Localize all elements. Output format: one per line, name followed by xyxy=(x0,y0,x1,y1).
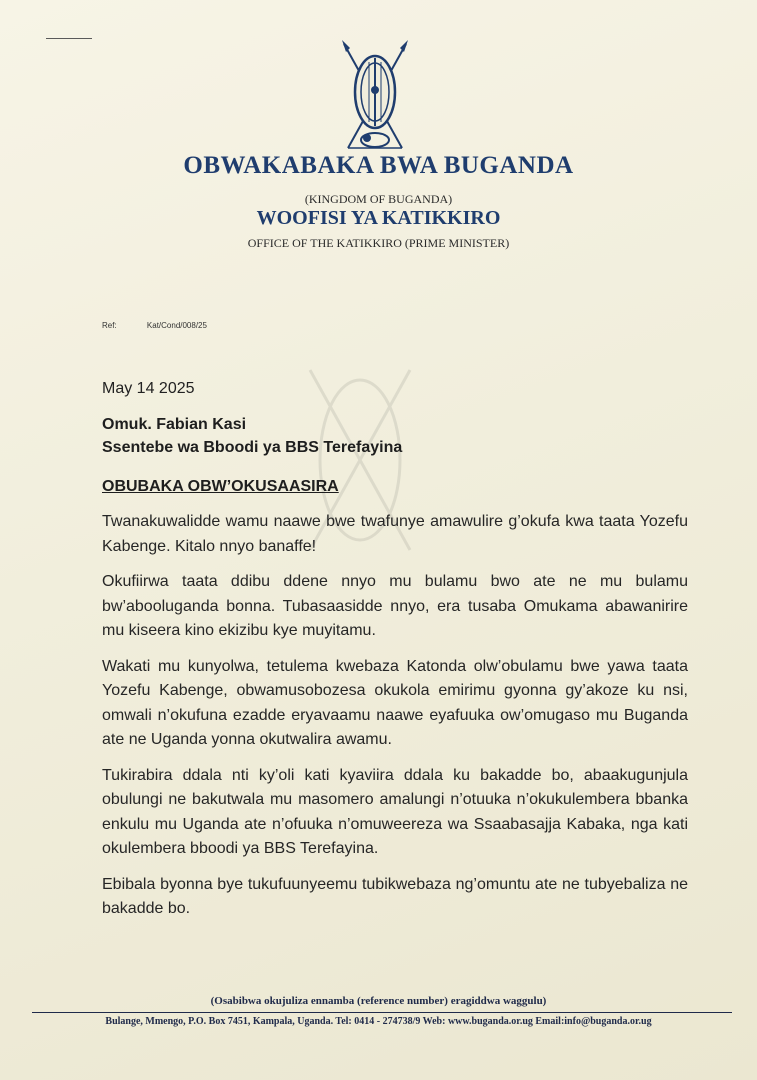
buganda-crest-icon xyxy=(334,40,416,156)
body-paragraph: Ebibala byonna bye tukufuunyeemu tubikwebaza ng’omuntu ate ne tubyebaliza ne bakadde bo. xyxy=(102,875,688,917)
recipient-block xyxy=(102,413,402,459)
footer-reference-note: (Osabibwa okujuliza ennamba (reference number) eragiddwa waggulu) xyxy=(210,995,547,1007)
letterhead-subtitle: (KINGDOM OF BUGANDA) xyxy=(304,192,453,206)
recipient-name: Omuk. Fabian Kasi xyxy=(102,416,247,433)
reference-number: Kat/Cond/008/25 xyxy=(146,321,207,330)
footer-address: Bulange, Mmengo, P.O. Box 7451, Kampala, Uganda. Tel: 0414 - 274738/9 Web: www.buganda.or.ug Email:info@buganda.or.ug xyxy=(105,1016,652,1027)
letterhead-title: OBWAKABAKA BWA BUGANDA xyxy=(183,152,574,179)
fold-mark xyxy=(46,38,92,39)
body-paragraph: Twanakuwalidde wamu naawe bwe twafunye amawulire g’okufa kwa taata Yozefu Kabenge. Kitalo nnyo banaffe! xyxy=(102,513,688,555)
body-paragraph: Tukirabira ddala nti ky’oli kati kyaviira ddala ku bakadde bo, abaakugunjula obulungi ne bakutwala mu masomero amalungi n’otuuka n’okukulembera bbanka enkulu mu Uganda ate n’ofuuka n’omuweereza wa Ssaabasajja Kabaka, nga kati okulembera bboodi ya BBS Terefayina. xyxy=(102,766,688,857)
letter-subject: OBUBAKA OBW’OKUSAASIRA xyxy=(102,478,339,495)
body-paragraph: Wakati mu kunyolwa, tetulema kwebaza Katonda olw’obulamu bwe yawa taata Yozefu Kabenge, obwamusobozesa okukola emirimu gyonna gy’akoze ku nsi, omwali n’okufuna ezadde eryavaamu naawe eyafuuka ow’omugaso mu Buganda ate ne Uganda yonna okutwalira awamu. xyxy=(102,657,688,748)
letterhead-office: WOOFISI YA KATIKKIRO xyxy=(256,207,501,229)
reference-line xyxy=(102,321,207,330)
reference-label: Ref: xyxy=(102,321,117,330)
letter-body xyxy=(102,510,688,933)
footer-divider xyxy=(32,1012,732,1013)
recipient-title: Ssentebe wa Bboodi ya BBS Terefayina xyxy=(102,439,403,456)
letter-date: May 14 2025 xyxy=(102,380,195,397)
body-paragraph: Okufiirwa taata ddibu ddene nnyo mu bulamu bwo ate ne mu bulamu bw’abooluganda bonna. Tubasaasidde nnyo, era tusaba Omukama abawanirire mu kiseera kino ekizibu kye muyitamu. xyxy=(102,573,688,639)
letterhead-office-english: OFFICE OF THE KATIKKIRO (PRIME MINISTER) xyxy=(247,236,510,250)
